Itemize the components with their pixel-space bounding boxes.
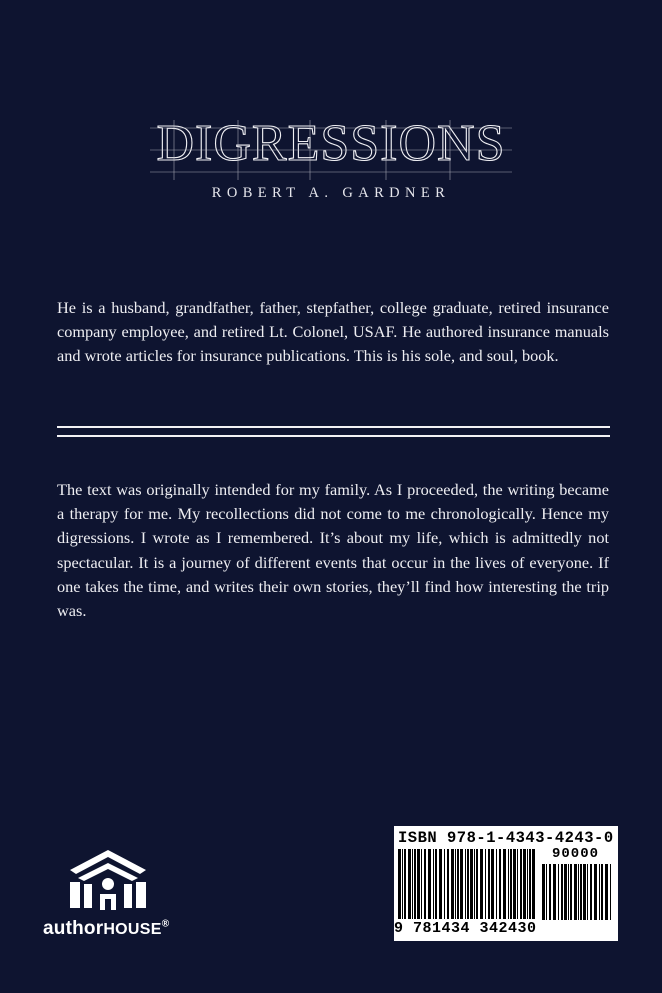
book-title: DIGRESSIONS — [156, 115, 506, 172]
ean-bars — [398, 849, 540, 919]
divider-top — [57, 426, 610, 428]
author-name: ROBERT A. GARDNER — [211, 185, 451, 201]
isbn-barcode — [394, 826, 618, 941]
addon-bars — [542, 864, 614, 920]
publisher-name: authorHOUSE® — [43, 918, 170, 939]
title-guidelines — [150, 115, 512, 180]
book-description: The text was originally intended for my family. As I proceeded, the writing became a therapy for me. My recollections did not come to me chronologically. Hence my digressions. I wrote as I remembered. It’s about my life, which is admittedly not spectacular. It is a journey of different events that occur in the lives of everyone. If one takes the time, and writes their own stories, they’ll find how interesting the trip was. — [57, 480, 609, 621]
barcode-digits: 9 781434 342430 — [394, 920, 537, 937]
price-code: 90000 — [552, 846, 600, 862]
author-bio: He is a husband, grandfather, father, stepfather, college graduate, retired insurance company employee, and retired Lt. Colonel, USAF. He authored insurance manuals and wrote articles for insurance publications. This is his sole, and soul, book. — [57, 298, 609, 366]
divider-bottom — [57, 435, 610, 437]
isbn-label: ISBN 978-1-4343-4243-0 — [398, 829, 614, 847]
